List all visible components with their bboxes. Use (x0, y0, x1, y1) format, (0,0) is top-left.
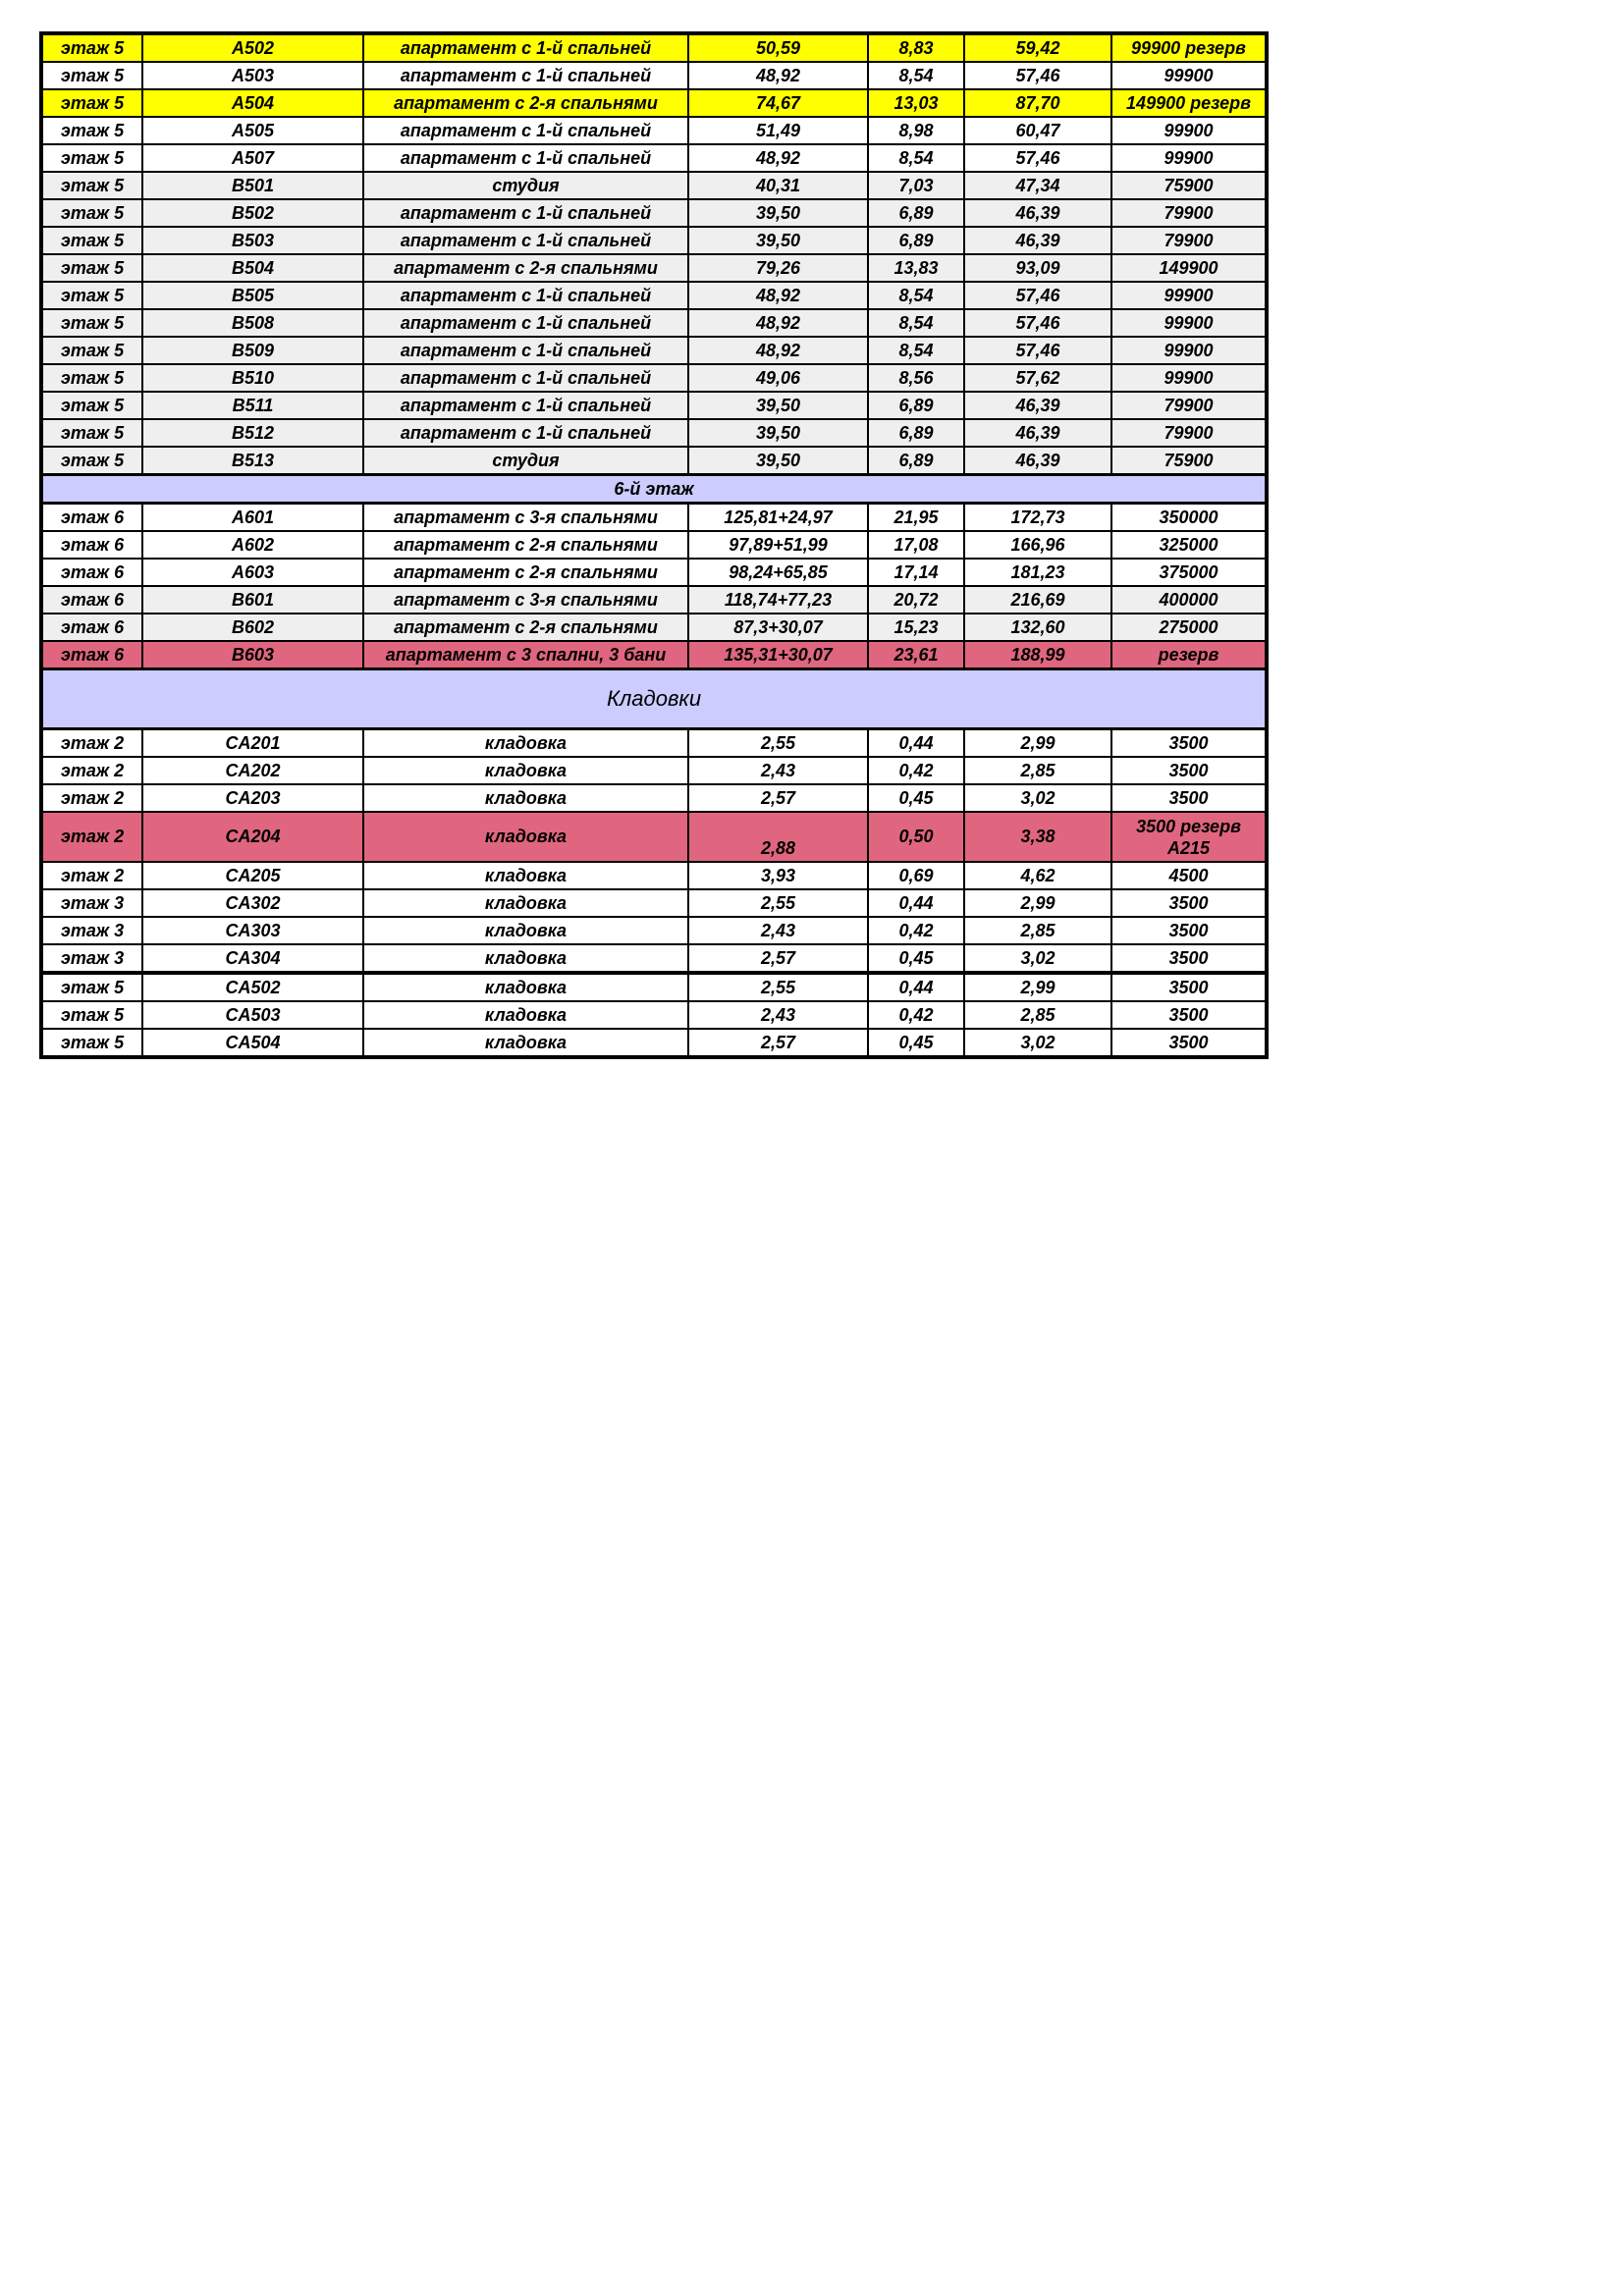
area-cell: 97,89+51,99 (688, 531, 868, 559)
total-cell: 3,02 (964, 784, 1111, 812)
common-cell: 8,54 (868, 282, 964, 309)
total-cell: 57,62 (964, 364, 1111, 392)
common-cell: 8,54 (868, 309, 964, 337)
price-cell: 3500 (1111, 1001, 1267, 1029)
unit-cell: CA302 (142, 889, 363, 917)
total-cell: 60,47 (964, 117, 1111, 144)
price-cell: 275000 (1111, 614, 1267, 641)
area-cell: 2,88 (688, 812, 868, 862)
unit-cell: B505 (142, 282, 363, 309)
table-row (41, 973, 1267, 1001)
area-cell: 48,92 (688, 309, 868, 337)
total-cell: 47,34 (964, 172, 1111, 199)
unit-cell: A601 (142, 504, 363, 532)
table-row (41, 392, 1267, 419)
area-cell: 49,06 (688, 364, 868, 392)
price-cell: 4500 (1111, 862, 1267, 889)
common-cell: 6,89 (868, 392, 964, 419)
area-cell: 2,57 (688, 784, 868, 812)
area-cell: 2,43 (688, 757, 868, 784)
type-cell: апартамент с 1-й спальней (363, 282, 688, 309)
common-cell: 13,03 (868, 89, 964, 117)
total-cell: 3,02 (964, 944, 1111, 973)
unit-cell: B513 (142, 447, 363, 475)
total-cell: 181,23 (964, 559, 1111, 586)
floor-cell: этаж 6 (41, 586, 142, 614)
floor5-section (41, 33, 1267, 475)
total-cell: 2,85 (964, 757, 1111, 784)
table-row (41, 614, 1267, 641)
area-cell: 2,55 (688, 973, 868, 1001)
unit-cell: B602 (142, 614, 363, 641)
area-cell: 51,49 (688, 117, 868, 144)
unit-cell: A505 (142, 117, 363, 144)
floor-cell: этаж 5 (41, 282, 142, 309)
common-cell: 0,42 (868, 917, 964, 944)
type-cell: кладовка (363, 1001, 688, 1029)
price-cell: 99900 (1111, 309, 1267, 337)
type-cell: апартамент с 1-й спальней (363, 199, 688, 227)
table-row (41, 144, 1267, 172)
floor6-section (41, 504, 1267, 669)
floor-cell: этаж 5 (41, 62, 142, 89)
common-cell: 15,23 (868, 614, 964, 641)
area-cell: 48,92 (688, 282, 868, 309)
price-cell: 3500 (1111, 973, 1267, 1001)
floor-cell: этаж 5 (41, 1001, 142, 1029)
table-row (41, 419, 1267, 447)
area-cell: 74,67 (688, 89, 868, 117)
common-cell: 23,61 (868, 641, 964, 669)
unit-cell: B503 (142, 227, 363, 254)
common-cell: 0,42 (868, 757, 964, 784)
unit-cell: A507 (142, 144, 363, 172)
table-row (41, 559, 1267, 586)
unit-cell: CA203 (142, 784, 363, 812)
floor-cell: этаж 2 (41, 784, 142, 812)
type-cell: кладовка (363, 917, 688, 944)
unit-cell: CA204 (142, 812, 363, 862)
area-cell: 2,55 (688, 729, 868, 758)
price-cell: 75900 (1111, 172, 1267, 199)
unit-cell: B502 (142, 199, 363, 227)
common-cell: 6,89 (868, 419, 964, 447)
type-cell: кладовка (363, 757, 688, 784)
table-row (41, 641, 1267, 669)
table-row (41, 309, 1267, 337)
total-cell: 59,42 (964, 33, 1111, 62)
floor-cell: этаж 5 (41, 172, 142, 199)
common-cell: 0,45 (868, 784, 964, 812)
table-row (41, 447, 1267, 475)
floor-cell: этаж 5 (41, 309, 142, 337)
price-cell: 99900 (1111, 364, 1267, 392)
total-cell: 57,46 (964, 144, 1111, 172)
total-cell: 57,46 (964, 337, 1111, 364)
table-row (41, 889, 1267, 917)
type-cell: апартамент с 3-я спальнями (363, 586, 688, 614)
type-cell: кладовка (363, 1029, 688, 1057)
unit-cell: A503 (142, 62, 363, 89)
total-cell: 93,09 (964, 254, 1111, 282)
floor6-header-section (41, 475, 1267, 504)
table-row (41, 504, 1267, 532)
common-cell: 17,14 (868, 559, 964, 586)
price-cell: 400000 (1111, 586, 1267, 614)
table-row (41, 254, 1267, 282)
price-cell: 3500 (1111, 1029, 1267, 1057)
common-cell: 8,56 (868, 364, 964, 392)
floor-cell: этаж 6 (41, 531, 142, 559)
table-row (41, 812, 1267, 862)
price-cell: 75900 (1111, 447, 1267, 475)
type-cell: кладовка (363, 889, 688, 917)
price-cell: 99900 резерв (1111, 33, 1267, 62)
common-cell: 8,98 (868, 117, 964, 144)
unit-cell: CA303 (142, 917, 363, 944)
type-cell: апартамент с 2-я спальнями (363, 254, 688, 282)
price-cell: 79900 (1111, 392, 1267, 419)
type-cell: кладовка (363, 973, 688, 1001)
floor-cell: этаж 5 (41, 33, 142, 62)
total-cell: 2,85 (964, 1001, 1111, 1029)
unit-cell: CA503 (142, 1001, 363, 1029)
unit-cell: CA504 (142, 1029, 363, 1057)
type-cell: кладовка (363, 729, 688, 758)
common-cell: 21,95 (868, 504, 964, 532)
table-row (41, 531, 1267, 559)
storage-title: Кладовки (41, 669, 1267, 729)
unit-cell: B511 (142, 392, 363, 419)
unit-cell: B603 (142, 641, 363, 669)
table-row (41, 117, 1267, 144)
common-cell: 8,83 (868, 33, 964, 62)
total-cell: 2,99 (964, 973, 1111, 1001)
table-row (41, 172, 1267, 199)
total-cell: 87,70 (964, 89, 1111, 117)
table-row (41, 917, 1267, 944)
floor-cell: этаж 2 (41, 812, 142, 862)
area-cell: 39,50 (688, 419, 868, 447)
table-row (41, 729, 1267, 758)
floor-cell: этаж 5 (41, 254, 142, 282)
floor6-title: 6-й этаж (41, 475, 1267, 504)
area-cell: 48,92 (688, 337, 868, 364)
storage-header-section (41, 669, 1267, 729)
floor-cell: этаж 5 (41, 337, 142, 364)
total-cell: 166,96 (964, 531, 1111, 559)
price-cell: 99900 (1111, 117, 1267, 144)
type-cell: апартамент с 3-я спальнями (363, 504, 688, 532)
table-row (41, 862, 1267, 889)
common-cell: 6,89 (868, 447, 964, 475)
price-cell: 99900 (1111, 62, 1267, 89)
price-cell: резерв (1111, 641, 1267, 669)
floor-cell: этаж 6 (41, 614, 142, 641)
floor-cell: этаж 5 (41, 89, 142, 117)
common-cell: 8,54 (868, 144, 964, 172)
price-cell: 79900 (1111, 199, 1267, 227)
floor-cell: этаж 5 (41, 447, 142, 475)
area-cell: 125,81+24,97 (688, 504, 868, 532)
area-cell: 98,24+65,85 (688, 559, 868, 586)
unit-cell: A603 (142, 559, 363, 586)
type-cell: апартамент с 3 спални, 3 бани (363, 641, 688, 669)
total-cell: 46,39 (964, 447, 1111, 475)
total-cell: 57,46 (964, 62, 1111, 89)
floor-cell: этаж 5 (41, 199, 142, 227)
price-cell: 350000 (1111, 504, 1267, 532)
type-cell: студия (363, 447, 688, 475)
price-cell: 99900 (1111, 282, 1267, 309)
area-cell: 87,3+30,07 (688, 614, 868, 641)
type-cell: апартамент с 1-й спальней (363, 144, 688, 172)
common-cell: 13,83 (868, 254, 964, 282)
common-cell: 6,89 (868, 227, 964, 254)
table-row (41, 757, 1267, 784)
table-row (41, 227, 1267, 254)
table-row (41, 337, 1267, 364)
type-cell: апартамент с 1-й спальней (363, 364, 688, 392)
floor-cell: этаж 6 (41, 559, 142, 586)
total-cell: 2,85 (964, 917, 1111, 944)
area-cell: 39,50 (688, 447, 868, 475)
area-cell: 79,26 (688, 254, 868, 282)
type-cell: кладовка (363, 812, 688, 862)
area-cell: 135,31+30,07 (688, 641, 868, 669)
common-cell: 0,45 (868, 944, 964, 973)
table-row (41, 89, 1267, 117)
common-cell: 8,54 (868, 62, 964, 89)
floor-cell: этаж 5 (41, 419, 142, 447)
floor-cell: этаж 6 (41, 504, 142, 532)
type-cell: апартамент с 2-я спальнями (363, 614, 688, 641)
area-cell: 3,93 (688, 862, 868, 889)
common-cell: 0,44 (868, 729, 964, 758)
unit-cell: B512 (142, 419, 363, 447)
floor-cell: этаж 2 (41, 862, 142, 889)
floor-cell: этаж 3 (41, 917, 142, 944)
area-cell: 39,50 (688, 199, 868, 227)
common-cell: 17,08 (868, 531, 964, 559)
floor-cell: этаж 2 (41, 729, 142, 758)
table-row (41, 364, 1267, 392)
table-row (41, 282, 1267, 309)
type-cell: апартамент с 2-я спальнями (363, 89, 688, 117)
type-cell: кладовка (363, 944, 688, 973)
total-cell: 46,39 (964, 392, 1111, 419)
type-cell: апартамент с 2-я спальнями (363, 559, 688, 586)
floor-cell: этаж 2 (41, 757, 142, 784)
price-cell: 325000 (1111, 531, 1267, 559)
unit-cell: CA201 (142, 729, 363, 758)
price-cell: 3500 резерв А215 (1111, 812, 1267, 862)
floor-cell: этаж 5 (41, 1029, 142, 1057)
total-cell: 3,02 (964, 1029, 1111, 1057)
common-cell: 0,42 (868, 1001, 964, 1029)
common-cell: 0,44 (868, 973, 964, 1001)
units-table (39, 31, 1269, 1059)
common-cell: 0,69 (868, 862, 964, 889)
area-cell: 2,43 (688, 1001, 868, 1029)
price-cell: 99900 (1111, 144, 1267, 172)
common-cell: 20,72 (868, 586, 964, 614)
total-cell: 172,73 (964, 504, 1111, 532)
unit-cell: B501 (142, 172, 363, 199)
unit-cell: B601 (142, 586, 363, 614)
unit-cell: A602 (142, 531, 363, 559)
unit-cell: B510 (142, 364, 363, 392)
table-row (41, 784, 1267, 812)
common-cell: 0,50 (868, 812, 964, 862)
area-cell: 48,92 (688, 62, 868, 89)
unit-cell: B504 (142, 254, 363, 282)
total-cell: 57,46 (964, 282, 1111, 309)
common-cell: 0,44 (868, 889, 964, 917)
total-cell: 188,99 (964, 641, 1111, 669)
price-cell: 375000 (1111, 559, 1267, 586)
common-cell: 8,54 (868, 337, 964, 364)
table-row (41, 199, 1267, 227)
floor-cell: этаж 3 (41, 889, 142, 917)
total-cell: 2,99 (964, 729, 1111, 758)
total-cell: 46,39 (964, 227, 1111, 254)
total-cell: 57,46 (964, 309, 1111, 337)
storage-section (41, 729, 1267, 1058)
area-cell: 50,59 (688, 33, 868, 62)
type-cell: апартамент с 1-й спальней (363, 62, 688, 89)
price-cell: 99900 (1111, 337, 1267, 364)
unit-cell: B509 (142, 337, 363, 364)
unit-cell: CA202 (142, 757, 363, 784)
price-cell: 3500 (1111, 784, 1267, 812)
type-cell: апартамент с 2-я спальнями (363, 531, 688, 559)
price-cell: 3500 (1111, 889, 1267, 917)
unit-cell: CA205 (142, 862, 363, 889)
unit-cell: A504 (142, 89, 363, 117)
floor-cell: этаж 6 (41, 641, 142, 669)
area-cell: 2,55 (688, 889, 868, 917)
type-cell: кладовка (363, 784, 688, 812)
price-sheet (39, 31, 1265, 1059)
price-cell: 149900 (1111, 254, 1267, 282)
table-row (41, 33, 1267, 62)
area-cell: 40,31 (688, 172, 868, 199)
area-cell: 39,50 (688, 227, 868, 254)
price-cell: 3500 (1111, 729, 1267, 758)
floor-cell: этаж 5 (41, 973, 142, 1001)
type-cell: студия (363, 172, 688, 199)
area-cell: 2,43 (688, 917, 868, 944)
floor-cell: этаж 5 (41, 392, 142, 419)
unit-cell: CA502 (142, 973, 363, 1001)
common-cell: 7,03 (868, 172, 964, 199)
common-cell: 6,89 (868, 199, 964, 227)
total-cell: 3,38 (964, 812, 1111, 862)
price-cell: 79900 (1111, 419, 1267, 447)
table-row (41, 586, 1267, 614)
area-cell: 39,50 (688, 392, 868, 419)
table-row (41, 1001, 1267, 1029)
floor-cell: этаж 5 (41, 227, 142, 254)
area-cell: 118,74+77,23 (688, 586, 868, 614)
floor-cell: этаж 3 (41, 944, 142, 973)
type-cell: апартамент с 1-й спальней (363, 309, 688, 337)
type-cell: апартамент с 1-й спальней (363, 419, 688, 447)
price-cell: 149900 резерв (1111, 89, 1267, 117)
price-cell: 3500 (1111, 757, 1267, 784)
unit-cell: CA304 (142, 944, 363, 973)
type-cell: апартамент с 1-й спальней (363, 33, 688, 62)
total-cell: 2,99 (964, 889, 1111, 917)
floor-cell: этаж 5 (41, 364, 142, 392)
type-cell: апартамент с 1-й спальней (363, 392, 688, 419)
common-cell: 0,45 (868, 1029, 964, 1057)
table-row (41, 944, 1267, 973)
unit-cell: A502 (142, 33, 363, 62)
price-cell: 3500 (1111, 917, 1267, 944)
area-cell: 48,92 (688, 144, 868, 172)
unit-cell: B508 (142, 309, 363, 337)
table-row (41, 62, 1267, 89)
type-cell: апартамент с 1-й спальней (363, 117, 688, 144)
price-cell: 79900 (1111, 227, 1267, 254)
floor-cell: этаж 5 (41, 144, 142, 172)
total-cell: 46,39 (964, 199, 1111, 227)
type-cell: апартамент с 1-й спальней (363, 227, 688, 254)
price-cell: 3500 (1111, 944, 1267, 973)
total-cell: 4,62 (964, 862, 1111, 889)
type-cell: апартамент с 1-й спальней (363, 337, 688, 364)
total-cell: 216,69 (964, 586, 1111, 614)
area-cell: 2,57 (688, 1029, 868, 1057)
type-cell: кладовка (363, 862, 688, 889)
total-cell: 46,39 (964, 419, 1111, 447)
area-cell: 2,57 (688, 944, 868, 973)
total-cell: 132,60 (964, 614, 1111, 641)
floor-cell: этаж 5 (41, 117, 142, 144)
table-row (41, 1029, 1267, 1057)
